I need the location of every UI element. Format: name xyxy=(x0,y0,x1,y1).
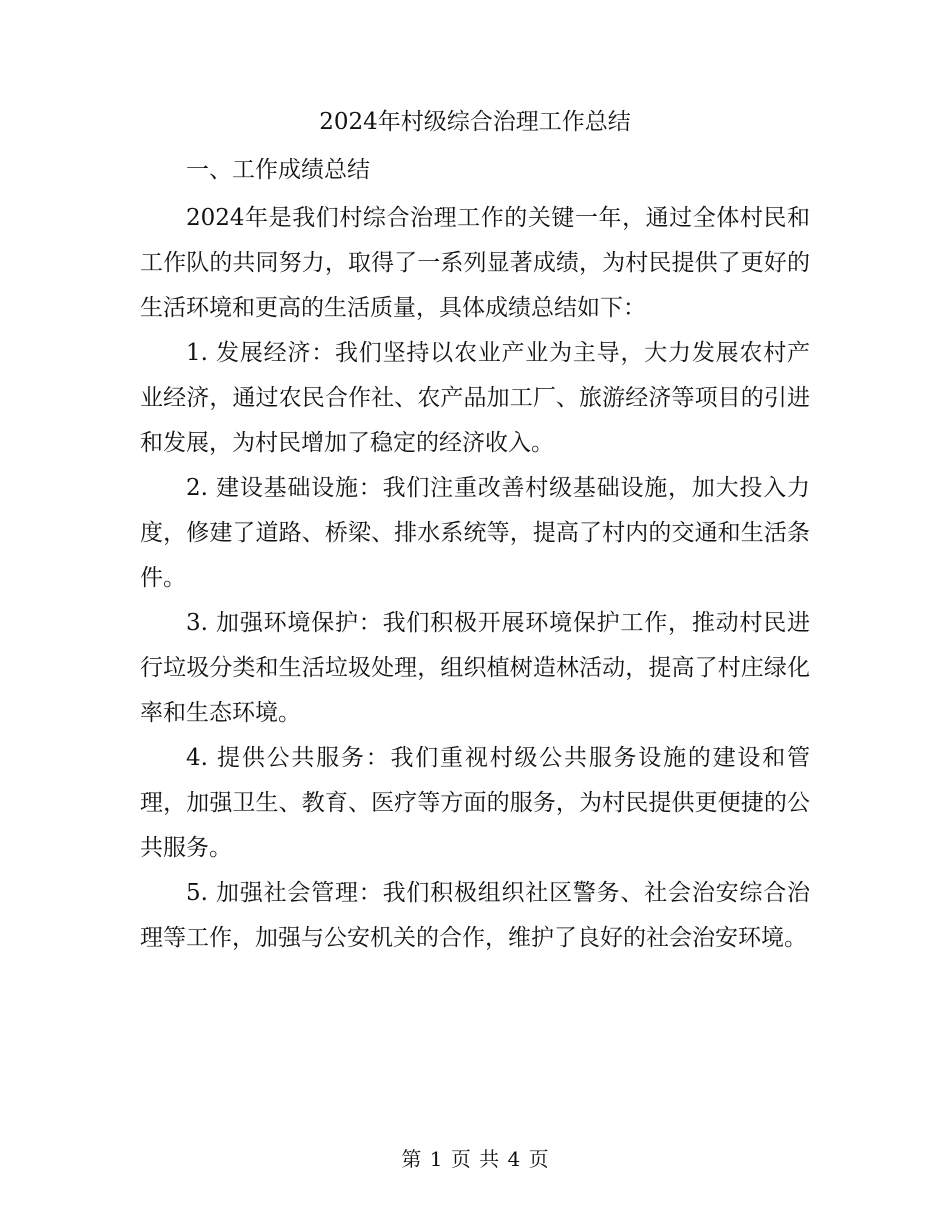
document-body xyxy=(140,196,810,961)
page-number-footer: 第 1 页 共 4 页 xyxy=(401,1147,549,1171)
intro-paragraph: 2024年是我们村综合治理工作的关键一年，通过全体村民和工作队的共同努力，取得了一系列显著成绩，为村民提供了更好的生活环境和更高的生活质量，具体成绩总结如下： xyxy=(140,205,810,321)
item-paragraph-environment: 3. 加强环境保护：我们积极开展环境保护工作，推动村民进行垃圾分类和生活垃圾处理，组织植树造林活动，提高了村庄绿化率和生态环境。 xyxy=(140,610,810,726)
item-paragraph-public-service: 4. 提供公共服务：我们重视村级公共服务设施的建设和管理，加强卫生、教育、医疗等方面的服务，为村民提供更便捷的公共服务。 xyxy=(140,745,810,861)
document-title: 2024年村级综合治理工作总结 xyxy=(319,109,631,135)
item-paragraph-social-management: 5. 加强社会管理：我们积极组织社区警务、社会治安综合治理等工作，加强与公安机关的合作，维护了良好的社会治安环境。 xyxy=(140,880,810,951)
section-heading: 一、工作成绩总结 xyxy=(186,157,370,183)
item-paragraph-economy: 1. 发展经济：我们坚持以农业产业为主导，大力发展农村产业经济，通过农民合作社、农产品加工厂、旅游经济等项目的引进和发展，为村民增加了稳定的经济收入。 xyxy=(140,340,810,456)
item-paragraph-infrastructure: 2. 建设基础设施：我们注重改善村级基础设施，加大投入力度，修建了道路、桥梁、排水系统等，提高了村内的交通和生活条件。 xyxy=(140,475,810,591)
